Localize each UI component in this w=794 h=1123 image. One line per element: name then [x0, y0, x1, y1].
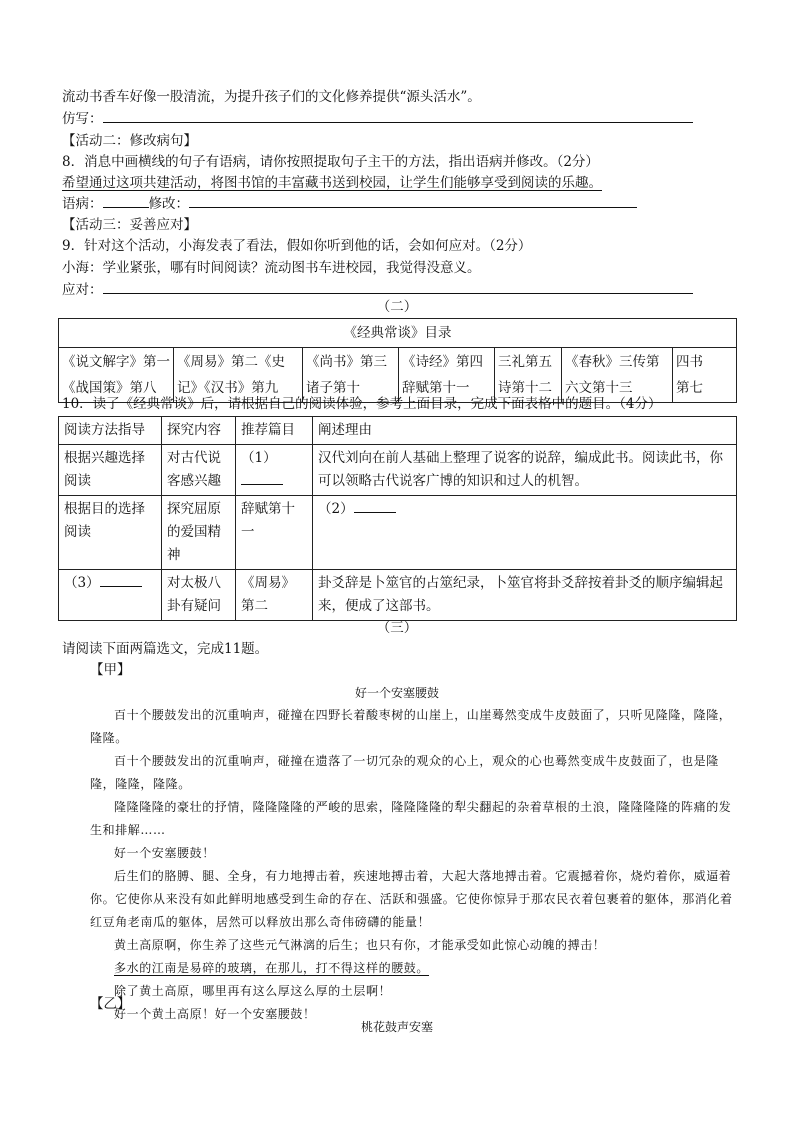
answer-blank-1[interactable] — [241, 470, 283, 485]
fix-label: 修改： — [148, 196, 189, 212]
table-row — [59, 445, 737, 496]
header-title: 推荐篇目 — [236, 417, 313, 445]
toc-cell: 四书 第七 — [673, 348, 737, 403]
toc-cell: 《周易》第二《史 记》《汉书》第九 — [174, 348, 303, 403]
error-label: 语病： — [62, 196, 103, 212]
header-method: 阅读方法指导 — [59, 417, 162, 445]
passage-paragraph: 百十个腰鼓发出的沉重响声，碰撞在四野长着酸枣树的山崖上，山崖蓦然变成牛皮鼓面了，只听见隆隆，隆隆，隆隆。 — [90, 708, 732, 745]
q8-prompt: 8．消息中画横线的句子有语病，请你按照提取句子主干的方法，指出语病并修改。（2分） — [62, 154, 599, 170]
table-row — [59, 570, 737, 621]
yi-title: 桃花鼓声安塞 — [360, 1020, 433, 1034]
yi-label: 【乙】 — [90, 996, 131, 1012]
imitate-label: 仿写： — [62, 111, 103, 127]
title-cell: 《周易》第二 — [236, 570, 313, 621]
method-cell: （3） — [59, 570, 162, 621]
jia-passage — [90, 704, 734, 1026]
toc-cell: 《春秋》三传第 六文第十三 — [562, 348, 673, 403]
section-3-heading: （三） — [376, 620, 418, 636]
table-row — [59, 496, 737, 570]
answer-blank-2[interactable] — [354, 498, 396, 513]
header-reason: 阐述理由 — [313, 417, 737, 445]
passage-paragraph: 隆隆隆隆的豪壮的抒情，隆隆隆隆的严峻的思索，隆隆隆隆的犁尖翻起的杂着草根的土浪，隆隆隆隆的阵痛的发生和排解…… — [90, 800, 732, 837]
q9-prompt: 9．针对这个活动，小海发表了看法，假如你听到他的话，会如何应对。（2分） — [62, 238, 532, 254]
reason-cell: （2） — [313, 496, 737, 570]
passage-paragraph: 百十个腰鼓发出的沉重响声，碰撞在遗落了一切冗杂的观众的心上，观众的心也蓦然变成牛皮鼓面了，也是隆隆，隆隆，隆隆。 — [90, 754, 719, 791]
toc-table — [58, 318, 737, 403]
jia-title: 好一个安塞腰鼓 — [354, 686, 439, 700]
toc-cell: 《尚书》第三 诸子第十 — [303, 348, 399, 403]
reply-label: 应对： — [62, 282, 103, 298]
reading-table — [58, 416, 737, 621]
q9-xiaohai: 小海：学业紧张，哪有时间阅读？流动图书车进校园，我觉得没意义。 — [62, 260, 481, 276]
reason-cell: 汉代刘向在前人基础上整理了说客的说辞，编成此书。阅读此书，你可以领略古代说客广博的知识和过人的机智。 — [313, 445, 737, 496]
toc-cell: 三礼第五 诗第十二 — [495, 348, 562, 403]
activity3-heading: 【活动三：妥善应对】 — [62, 217, 197, 233]
q8-answer-line — [62, 193, 734, 215]
content-cell: 对古代说客感兴趣 — [162, 445, 236, 496]
content-cell: 对太极八卦有疑问 — [162, 570, 236, 621]
toc-cell: 《诗经》第四 辞赋第十一 — [399, 348, 495, 403]
q8-underlined-sentence: 希望通过这项共建活动，将图书馆的丰富藏书送到校园，让学生们能够享受到阅读的乐趣。 — [62, 175, 602, 191]
toc-cell: 《说文解字》第一 《战国策》第八 — [59, 348, 174, 403]
section-2-heading: （二） — [376, 299, 418, 315]
activity2-heading: 【活动二：修改病句】 — [62, 133, 197, 149]
answer-blank-3[interactable] — [100, 572, 142, 587]
method-cell: 根据目的选择阅读 — [59, 496, 162, 570]
q7-imitate-line — [62, 108, 734, 130]
passage-paragraph: 黄土高原啊，你生养了这些元气淋漓的后生；也只有你，才能承受如此惊心动魄的搏击！ — [114, 938, 606, 952]
passage-paragraph: 好一个安塞腰鼓！ — [114, 846, 215, 860]
error-blank[interactable] — [103, 193, 149, 208]
content-cell: 探究屈原的爱国精神 — [162, 496, 236, 570]
title-cell: （1） — [236, 445, 313, 496]
q11-intro: 请阅读下面两篇选文，完成11题。 — [62, 641, 269, 657]
table-header-row — [59, 417, 737, 445]
reason-cell: 卦爻辞是卜筮官的占筮纪录，卜筮官将卦爻辞按着卦爻的顺序编辑起来，便成了这部书。 — [313, 570, 737, 621]
passage-paragraph: 后生们的胳膊、腿、全身，有力地搏击着，疾速地搏击着，大起大落地搏击着。它震撼着你，烧灼着你，威逼着你。它使你从来没有如此鲜明地感受到生命的存在、活跃和强盛。它使你惊异于那农民衣着包裹着的躯体，那消化着红豆角老南瓜的躯体，居然可以释放出那么奇伟磅礴的能量！ — [90, 869, 733, 929]
toc-title: 《经典常谈》目录 — [59, 319, 737, 348]
imitate-answer-blank[interactable] — [103, 108, 693, 123]
passage-paragraph: 除了黄土高原，哪里再有这么厚这么厚的土层啊！ — [114, 984, 392, 998]
method-cell: 根据兴趣选择阅读 — [59, 445, 162, 496]
jia-label: 【甲】 — [90, 662, 131, 678]
passage-paragraph: 好一个黄土高原！好一个安塞腰鼓！ — [114, 1007, 316, 1021]
title-cell: 辞赋第十一 — [236, 496, 313, 570]
reply-blank[interactable] — [103, 279, 693, 294]
header-content: 探究内容 — [162, 417, 236, 445]
fix-blank[interactable] — [189, 193, 637, 208]
q7-sentence: 流动书香车好像一股清流，为提升孩子们的文化修养提供“源头活水”。 — [62, 89, 481, 105]
q10-prompt: 10．读了《经典常谈》后，请根据自己的阅读体验，参考上面目录，完成下面表格中的题目。（4分） — [62, 396, 662, 412]
passage-underlined-paragraph: 多水的江南是易碎的玻璃，在那儿，打不得这样的腰鼓。 — [114, 961, 430, 975]
